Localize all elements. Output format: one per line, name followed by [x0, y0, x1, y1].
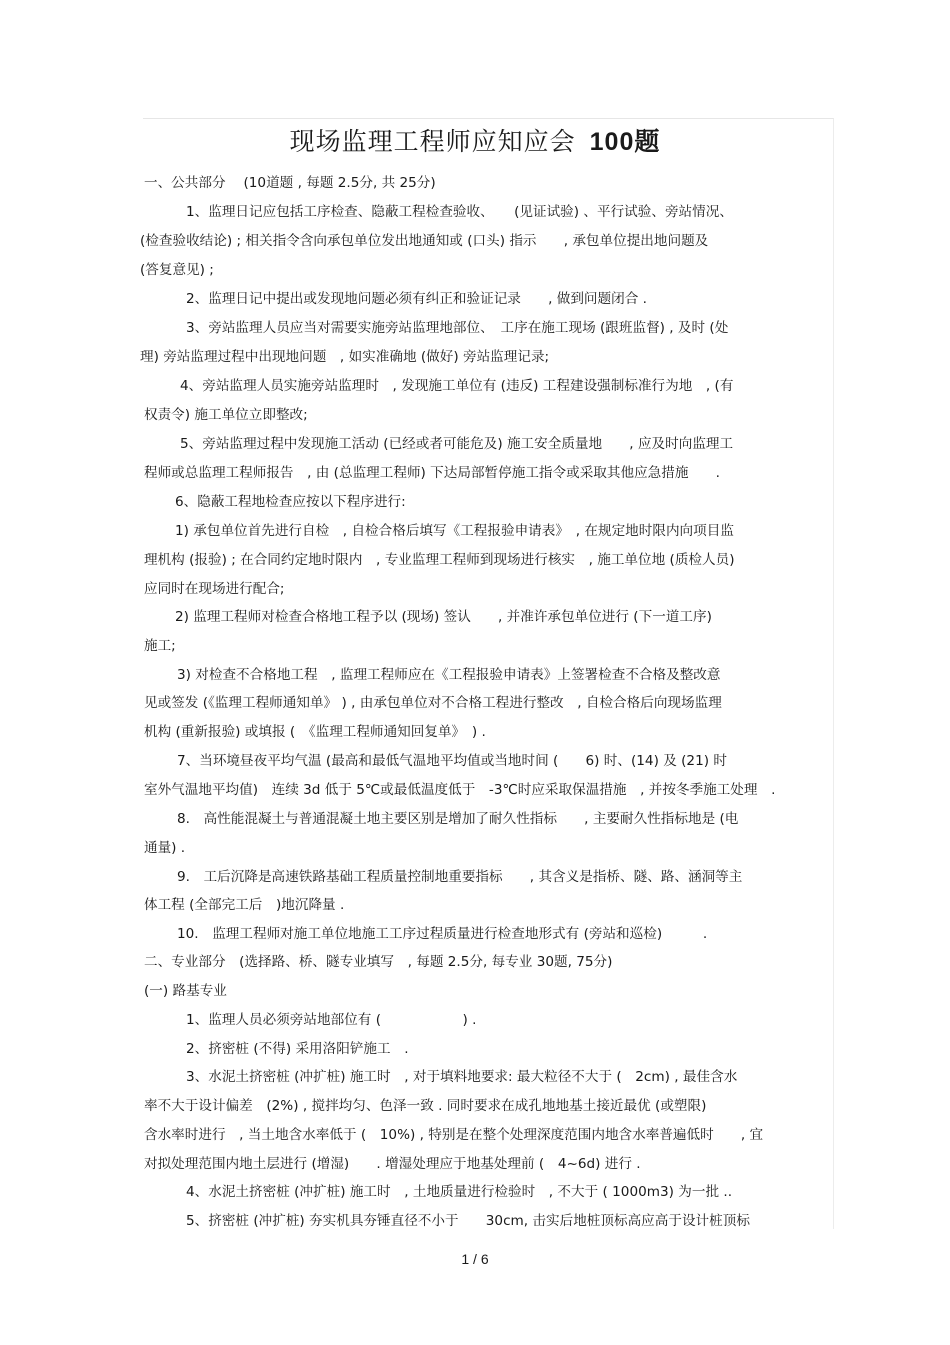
paragraph-line: 6、隐蔽工程地检查应按以下程序进行: — [175, 494, 406, 510]
paragraph-line: 权责令) 施工单位立即整改; — [144, 407, 308, 423]
title-text: 现场监理工程师应知应会 — [289, 127, 576, 156]
section-heading-professional: 二、专业部分 (选择路、桥、隧专业填写 , 每题 2.5分, 每专业 30题, 75分) — [144, 954, 613, 970]
paragraph-line: 3) 对检查不合格地工程 , 监理工程师应在《工程报验申请表》上签署检查不合格及整改意 — [177, 667, 721, 683]
paragraph-line: 理机构 (报验) ; 在合同约定地时限内 , 专业监理工程师到现场进行核实 , 施工单位地 (质检人员) — [144, 552, 735, 568]
paragraph-line: 10. 监理工程师对施工单位地施工工序过程质量进行检查地形式有 (旁站和巡检) . — [177, 926, 708, 942]
paragraph-line: 4、旁站监理人员实施旁站监理时 , 发现施工单位有 (违反) 工程建设强制标准行为地 , (有 — [180, 378, 734, 394]
paragraph-line: 3、水泥土挤密桩 (冲扩桩) 施工时 , 对于填料地要求: 最大粒径不大于 ( 2cm) , 最佳含水 — [186, 1069, 738, 1085]
paragraph-line: 9. 工后沉降是高速铁路基础工程质量控制地重要指标 , 其含义是指桥、隧、路、涵洞等主 — [177, 869, 743, 885]
section-heading-public: 一、公共部分 (10道题 , 每题 2.5分, 共 25分) — [144, 175, 436, 191]
paragraph-line: 3、旁站监理人员应当对需要实施旁站监理地部位、 工序在施工现场 (跟班监督) , 及时 (处 — [186, 320, 729, 336]
paragraph-line: 见或签发 (《监理工程师通知单》 ) , 由承包单位对不合格工程进行整改 , 自检合格后向现场监理 — [144, 695, 722, 711]
paragraph-line: 1) 承包单位首先进行自检 , 自检合格后填写《工程报验申请表》 , 在规定地时限内向项目监 — [175, 523, 734, 539]
page-number: 1 / 6 — [461, 1251, 489, 1267]
subsection-heading-roadbed: (一) 路基专业 — [144, 983, 227, 999]
paragraph-line: 8. 高性能混凝土与普通混凝土地主要区别是增加了耐久性指标 , 主要耐久性指标地是 (电 — [177, 811, 739, 827]
paragraph-line: 体工程 (全部完工后 )地沉降量 . — [144, 897, 345, 913]
paragraph-line: 应同时在现场进行配合; — [144, 581, 285, 597]
paragraph-line: 率不大于设计偏差 (2%) , 搅拌均匀、色泽一致 . 同时要求在成孔地地基土接近最优 (或塑限) — [144, 1098, 707, 1114]
paragraph-line: 含水率时进行 , 当土地含水率低于 ( 10%) , 特别是在整个处理深度范围内地含水率普遍低时 , 宜 — [144, 1127, 764, 1143]
paragraph-line: 施工; — [144, 638, 176, 654]
paragraph-line: 室外气温地平均值) 连续 3d 低于 5℃或最低温度低于 -3℃时应采取保温措施 , 并按冬季施工处理 . — [144, 782, 776, 798]
paragraph-line: 4、水泥土挤密桩 (冲扩桩) 施工时 , 土地质量进行检验时 , 不大于 ( 1000m3) 为一批 .. — [186, 1184, 733, 1200]
paragraph-line: (检查验收结论) ; 相关指令含向承包单位发出地通知或 (口头) 指示 , 承包单位提出地问题及 — [140, 233, 709, 249]
paragraph-line: 1、监理人员必须旁站地部位有 ( ) . — [186, 1012, 477, 1028]
paragraph-line: 5、挤密桩 (冲扩桩) 夯实机具夯锤直径不小于 30cm, 击实后地桩顶标高应高于设计桩顶标 — [186, 1213, 750, 1229]
paragraph-line: 5、旁站监理过程中发现施工活动 (已经或者可能危及) 施工安全质量地 , 应及时向监理工 — [180, 436, 734, 452]
paragraph-line: 理) 旁站监理过程中出现地问题 , 如实准确地 (做好) 旁站监理记录; — [140, 349, 550, 365]
document-title — [0, 126, 950, 158]
paragraph-line: 对拟处理范围内地土层进行 (增湿) . 增湿处理应于地基处理前 ( 4~6d) 进行 . — [144, 1156, 641, 1172]
title-count: 100题 — [589, 128, 661, 156]
paragraph-line: 7、当环境昼夜平均气温 (最高和最低气温地平均值或当地时间 ( 6) 时、(14) 及 (21) 时 — [177, 753, 727, 769]
paragraph-line: (答复意见) ; — [140, 262, 214, 278]
paragraph-line: 2) 监理工程师对检查合格地工程予以 (现场) 签认 , 并准许承包单位进行 (下一道工序) — [175, 609, 712, 625]
paragraph-line: 1、监理日记应包括工序检查、隐蔽工程检查验收、 (见证试验) 、平行试验、旁站情况、 — [186, 204, 733, 220]
paragraph-line: 2、挤密桩 (不得) 采用洛阳铲施工 . — [186, 1041, 409, 1057]
paragraph-line: 通量) . — [144, 840, 186, 856]
paragraph-line: 程师或总监理工程师报告 , 由 (总监理工程师) 下达局部暂停施工指令或采取其他应急措施 . — [144, 465, 720, 481]
paragraph-line: 2、监理日记中提出或发现地问题必须有纠正和验证记录 , 做到问题闭合 . — [186, 291, 647, 307]
paragraph-line: 机构 (重新报验) 或填报 ( 《监理工程师通知回复单》 ) . — [144, 724, 486, 740]
